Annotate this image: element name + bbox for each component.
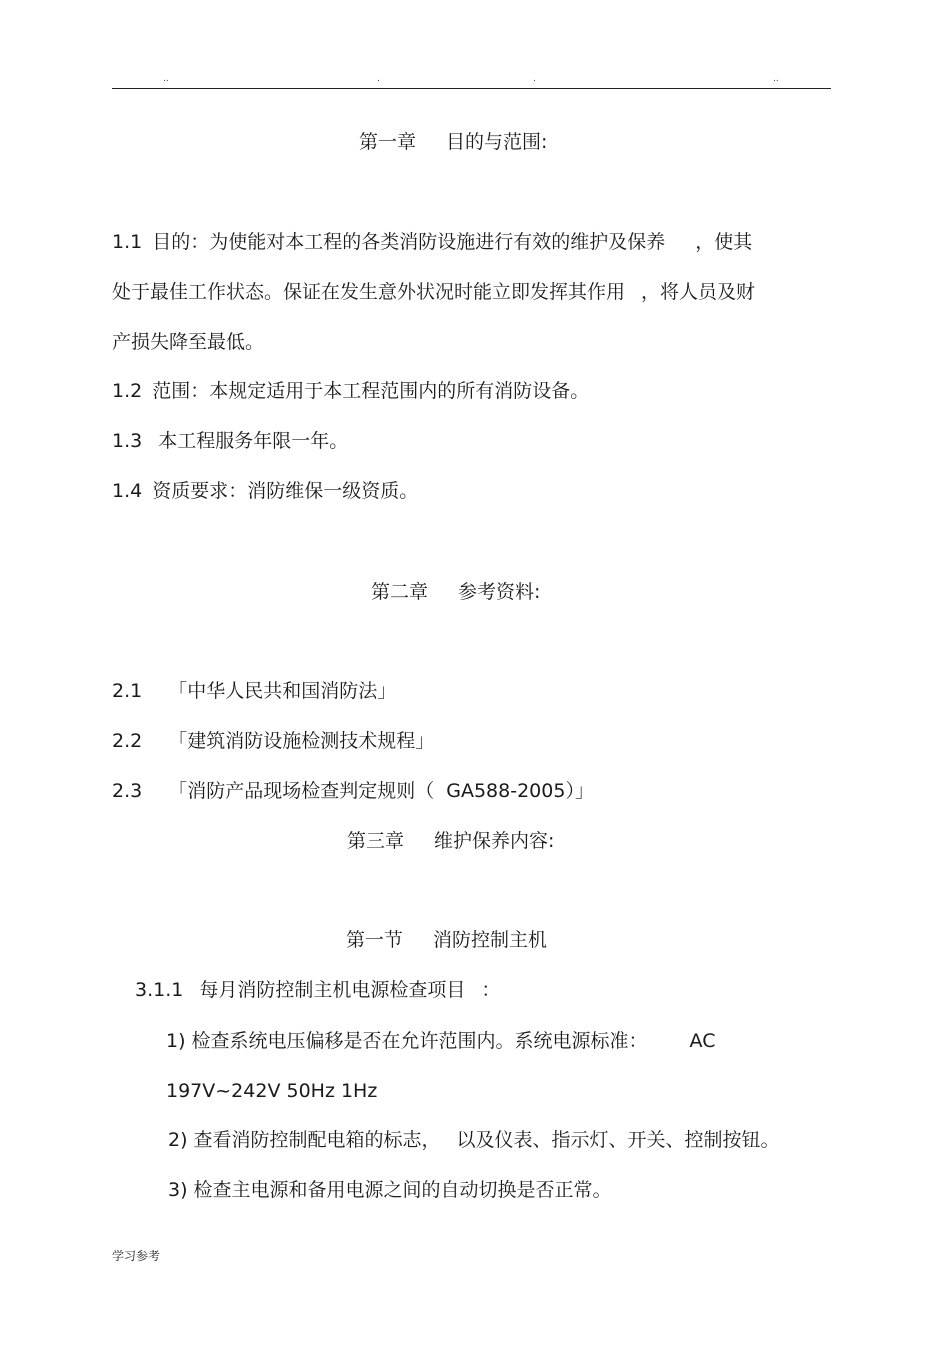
header-mark: . — [533, 74, 536, 84]
paragraph-1-1-line-3 — [112, 330, 264, 354]
chapter-1-heading — [359, 130, 547, 154]
subitem-1-line-2 — [166, 1079, 377, 1103]
reference-2-2 — [112, 729, 434, 753]
item-text: 「中华人民共和国消防法」 — [168, 680, 397, 702]
subitem-3 — [168, 1178, 612, 1202]
header-mark: .. — [773, 74, 779, 84]
section-subtitle: 消防控制主机 — [433, 929, 548, 951]
subitem-2 — [168, 1128, 780, 1152]
item-text: 产损失降至最低。 — [112, 331, 265, 353]
reference-2-3 — [112, 779, 594, 803]
item-text: 目的：为使能对本工程的各类消防设施进行有效的维护及保养 — [152, 231, 666, 253]
section-title: 第一节 — [346, 929, 404, 951]
item-text-end: ）」 — [565, 780, 594, 802]
paragraph-1-1-line-1 — [112, 230, 752, 254]
item-text: 「消防产品现场检查判定规则（ — [168, 780, 435, 802]
chapter-2-subtitle: 参考资料: — [458, 581, 541, 603]
paragraph-1-3 — [112, 429, 348, 453]
subitem-text: 3) 检查主电源和备用电源之间的自动切换是否正常。 — [168, 1179, 612, 1201]
chapter-3-title: 第三章 — [347, 830, 405, 852]
paragraph-1-4 — [112, 479, 418, 503]
reference-2-1 — [112, 679, 396, 703]
header-rule — [112, 88, 831, 89]
paragraph-1-2 — [112, 379, 589, 403]
chapter-1-title: 第一章 — [359, 131, 417, 153]
chapter-3-heading — [347, 829, 554, 853]
section-1-heading — [346, 928, 547, 952]
item-text-cont: ： — [481, 979, 501, 1001]
subitem-text-cont: AC — [689, 1030, 716, 1052]
item-number: 1.1 — [112, 231, 143, 253]
chapter-3-subtitle: 维护保养内容: — [434, 830, 555, 852]
item-text: 「建筑消防设施检测技术规程」 — [168, 730, 435, 752]
item-text-cont: ，使其 — [695, 231, 753, 253]
footer-text: 学习参考 — [112, 1249, 161, 1263]
item-number: 1.2 — [112, 380, 143, 402]
paragraph-3-1-1 — [135, 978, 500, 1002]
item-code: GA588-2005 — [446, 780, 566, 802]
item-number: 2.2 — [112, 730, 143, 752]
subitem-1-line-1 — [166, 1029, 715, 1053]
item-number: 1.3 — [112, 430, 143, 452]
subitem-text: 2) 查看消防控制配电箱的标志， — [168, 1129, 441, 1151]
subitem-text: 1) 检查系统电压偏移是否在允许范围内。系统电源标准： — [166, 1030, 648, 1052]
header-mark: . — [377, 74, 380, 84]
header-mark: .. — [163, 74, 169, 84]
subitem-text-cont: 以及仪表、指示灯、开关、控制按钮。 — [456, 1129, 780, 1151]
item-text: 范围：本规定适用于本工程范围内的所有消防设备。 — [152, 380, 590, 402]
item-number: 3.1.1 — [135, 979, 184, 1001]
item-number: 2.1 — [112, 680, 143, 702]
item-text-cont: ，将人员及财 — [641, 281, 756, 303]
item-text: 本工程服务年限一年。 — [158, 430, 349, 452]
item-text: 每月消防控制主机电源检查项目 — [199, 979, 466, 1001]
item-text: 资质要求：消防维保一级资质。 — [152, 480, 419, 502]
chapter-2-heading — [371, 580, 540, 604]
item-text: 处于最佳工作状态。保证在发生意外状况时能立即发挥其作用 — [112, 281, 626, 303]
chapter-2-title: 第二章 — [371, 581, 429, 603]
paragraph-1-1-line-2 — [112, 280, 755, 304]
item-number: 1.4 — [112, 480, 143, 502]
chapter-1-subtitle: 目的与范围: — [446, 131, 548, 153]
subitem-text: 197V~242V 50Hz 1Hz — [166, 1080, 378, 1102]
item-number: 2.3 — [112, 780, 143, 802]
